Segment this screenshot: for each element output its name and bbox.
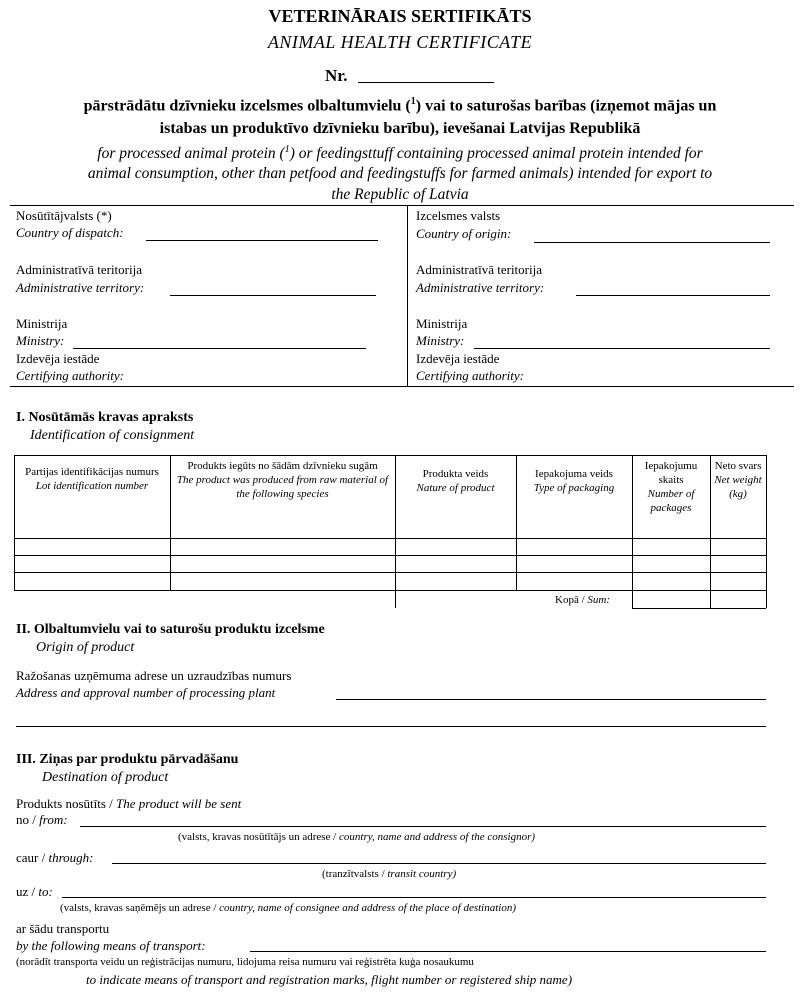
from-label: no / from: bbox=[16, 812, 68, 827]
through-field[interactable] bbox=[112, 863, 766, 864]
product-sent-label: Produkts nosūtīts / The product will be sent bbox=[16, 796, 242, 811]
transport-label-en: by the following means of transport: bbox=[16, 938, 206, 953]
transport-note-lv: (norādīt transporta veidu un reģistrācijas numuru, lidojuma reisa numuru vai reģistrēta kuģa nosaukumu bbox=[16, 956, 474, 968]
section1-subheading: Identification of consignment bbox=[30, 428, 195, 443]
origin-authority-label-lv: Izdevēja iestāde bbox=[416, 351, 500, 366]
dispatch-territory-label-en: Administrative territory: bbox=[16, 280, 145, 295]
col-nature: Produkta veids Nature of product bbox=[416, 468, 495, 494]
origin-country-field[interactable] bbox=[534, 242, 770, 243]
dispatch-territory-field[interactable] bbox=[170, 295, 376, 296]
nr-field[interactable] bbox=[358, 82, 494, 83]
plant-address-field-2[interactable] bbox=[16, 726, 766, 727]
through-note: (tranzītvalsts / transit country) bbox=[322, 868, 457, 880]
box-divider bbox=[407, 205, 408, 386]
subtitle-lv-line1: pārstrādātu dzīvnieku izcelsmes olbaltumvielu ($^1$) vai to saturošas barības (izņemot mājas un bbox=[83, 96, 717, 115]
origin-country-label-en: Country of origin: bbox=[416, 226, 512, 241]
to-label: uz / to: bbox=[16, 884, 53, 899]
through-label: caur / through: bbox=[16, 850, 94, 865]
col-species: Produkts iegūts no šādām dzīvnieku sugām The product was produced from raw material of the following species bbox=[176, 460, 389, 500]
title-latvian: VETERINĀRAIS SERTIFIKĀTS bbox=[268, 6, 532, 26]
from-field[interactable] bbox=[80, 826, 766, 827]
origin-ministry-field[interactable] bbox=[474, 348, 770, 349]
dispatch-country-field[interactable] bbox=[146, 240, 378, 241]
from-note: (valsts, kravas nosūtītājs un adrese / country, name and address of the consignor) bbox=[178, 831, 536, 843]
subtitle-en-line2: animal consumption, other than petfood and feedingstuffs for farmed animals) intended for export to bbox=[87, 165, 713, 182]
origin-ministry-label-lv: Ministrija bbox=[416, 316, 468, 331]
dispatch-country-label-lv: Nosūtītājvalsts (*) bbox=[16, 208, 112, 223]
transport-field[interactable] bbox=[250, 951, 766, 952]
dispatch-authority-label-en: Certifying authority: bbox=[16, 368, 124, 383]
dispatch-territory-label-lv: Administratīvā teritorija bbox=[16, 262, 142, 277]
section1-heading: I. Nosūtāmās kravas apraksts bbox=[16, 410, 194, 425]
origin-territory-label-lv: Administratīvā teritorija bbox=[416, 262, 542, 277]
col-packaging: Iepakojuma veids Type of packaging bbox=[533, 468, 615, 494]
col-package-count: Iepakojumu skaits Number of packages bbox=[644, 460, 698, 514]
col-net-weight: Neto svars Net weight (kg) bbox=[714, 460, 762, 500]
box-bottom-border bbox=[10, 386, 794, 387]
subtitle-en-line1: for processed animal protein ($^1$) or feedingsttuff containing processed animal protein intended for bbox=[97, 144, 703, 163]
section2-heading: II. Olbaltumvielu vai to saturošu produktu izcelsme bbox=[16, 622, 325, 637]
dispatch-authority-label-lv: Izdevēja iestāde bbox=[16, 351, 100, 366]
subtitle-en-line3: the Republic of Latvia bbox=[331, 186, 469, 203]
origin-ministry-label-en: Ministry: bbox=[416, 333, 465, 348]
origin-country-label-lv: Izcelsmes valsts bbox=[416, 208, 501, 223]
origin-authority-label-en: Certifying authority: bbox=[416, 368, 524, 383]
plant-address-field[interactable] bbox=[336, 699, 766, 700]
dispatch-ministry-label-lv: Ministrija bbox=[16, 316, 68, 331]
dispatch-country-label-en: Country of dispatch: bbox=[16, 225, 124, 240]
section2-subheading: Origin of product bbox=[36, 640, 135, 655]
dispatch-ministry-field[interactable] bbox=[73, 348, 366, 349]
box-top-border bbox=[10, 205, 794, 206]
to-note: (valsts, kravas saņēmējs un adrese / country, name of consignee and address of the place of destination) bbox=[60, 902, 517, 914]
section3-heading: III. Ziņas par produktu pārvadāšanu bbox=[16, 752, 239, 767]
nr-label: Nr. bbox=[325, 66, 348, 85]
transport-label-lv: ar šādu transportu bbox=[16, 921, 110, 936]
plant-address-label-en: Address and approval number of processing plant bbox=[16, 685, 276, 700]
dispatch-ministry-label-en: Ministry: bbox=[16, 333, 65, 348]
title-english: ANIMAL HEALTH CERTIFICATE bbox=[267, 32, 533, 52]
plant-address-label-lv: Ražošanas uzņēmuma adrese un uzraudzības numurs bbox=[16, 668, 292, 683]
origin-territory-label-en: Administrative territory: bbox=[416, 280, 545, 295]
subtitle-lv-line2: istabas un produktīvo dzīvnieku barību), ievešanai Latvijas Republikā bbox=[159, 120, 641, 137]
transport-note-en: to indicate means of transport and registration marks, flight number or registered ship name) bbox=[86, 972, 573, 987]
section3-subheading: Destination of product bbox=[42, 770, 169, 785]
origin-territory-field[interactable] bbox=[576, 295, 770, 296]
to-field[interactable] bbox=[62, 897, 766, 898]
col-lot-id: Partijas identifikācijas numurs Lot identification number bbox=[25, 466, 159, 492]
sum-label: Kopā / Sum: bbox=[555, 594, 610, 606]
